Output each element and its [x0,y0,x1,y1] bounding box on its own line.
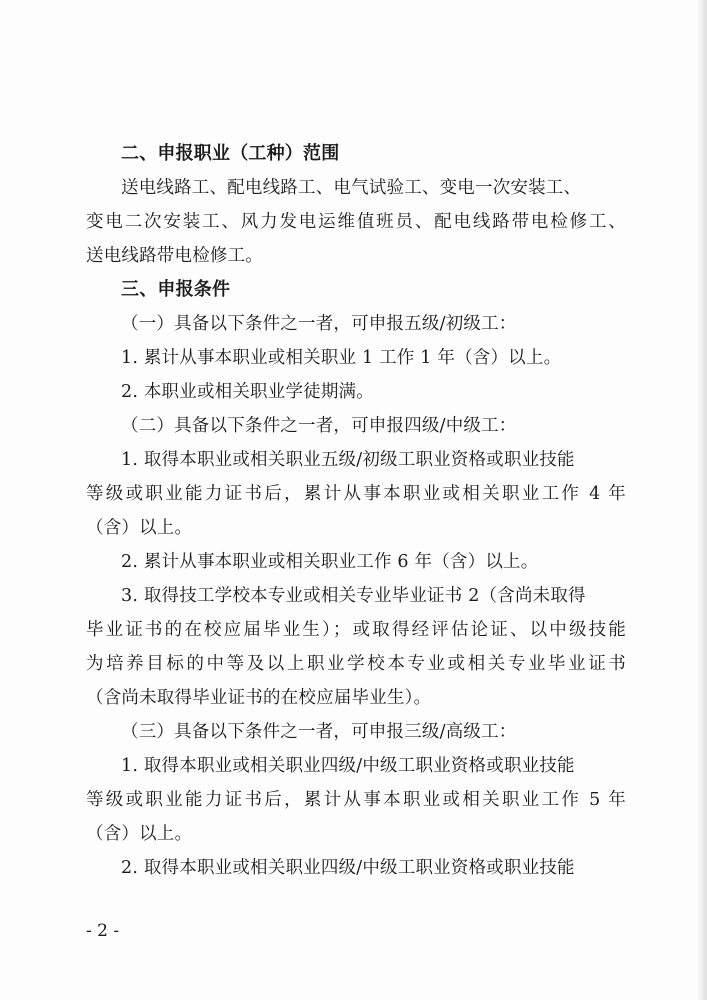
text-line: 3. 取得技工学校本专业或相关专业毕业证书 2（含尚未取得 [121,586,586,606]
text-line: 2. 本职业或相关职业学徒期满。 [121,382,374,402]
subsection-heading-level-5: （一）具备以下条件之一者，可申报五级/初级工： [121,314,517,334]
text-line: 2. 累计从事本职业或相关职业工作 6 年（含）以上。 [121,552,539,572]
text-line: （含）以上。 [86,518,193,538]
text-line: 2. 取得本职业或相关职业四级/中级工职业资格或职业技能 [121,858,575,878]
text-line: 变电二次安装工、风力发电运维值班员、配电线路带电检修工、 [86,212,626,232]
text-line: 送电线路工、配电线路工、电气试验工、变电一次安装工、 [121,178,582,198]
subsection-heading-level-3: （三）具备以下条件之一者，可申报三级/高级工： [121,722,517,742]
text-line: 为培养目标的中等及以上职业学校本专业或相关专业毕业证书 [86,654,626,674]
section-heading-occupation-scope: 二、申报职业（工种）范围 [121,143,340,164]
section-heading-conditions: 三、申报条件 [121,279,231,300]
text-line: 等级或职业能力证书后，累计从事本职业或相关职业工作 5 年 [86,790,626,810]
text-line: 等级或职业能力证书后，累计从事本职业或相关职业工作 4 年 [86,484,626,504]
page-number: - 2 - [86,921,120,941]
subsection-heading-level-4: （二）具备以下条件之一者，可申报四级/中级工： [121,416,517,436]
text-line: 1. 取得本职业或相关职业四级/中级工职业资格或职业技能 [121,756,575,776]
text-line: 1. 累计从事本职业或相关职业 1 工作 1 年（含）以上。 [121,348,562,368]
text-line: （含）以上。 [86,824,193,844]
text-line: 送电线路带电检修工。 [86,246,263,266]
scan-shadow-edge [697,0,707,1000]
text-line: （含尚未取得毕业证书的在校应届毕业生）。 [86,688,432,708]
text-line: 1. 取得本职业或相关职业五级/初级工职业资格或职业技能 [121,450,575,470]
text-line: 毕业证书的在校应届毕业生）；或取得经评估论证、以中级技能 [86,620,626,640]
